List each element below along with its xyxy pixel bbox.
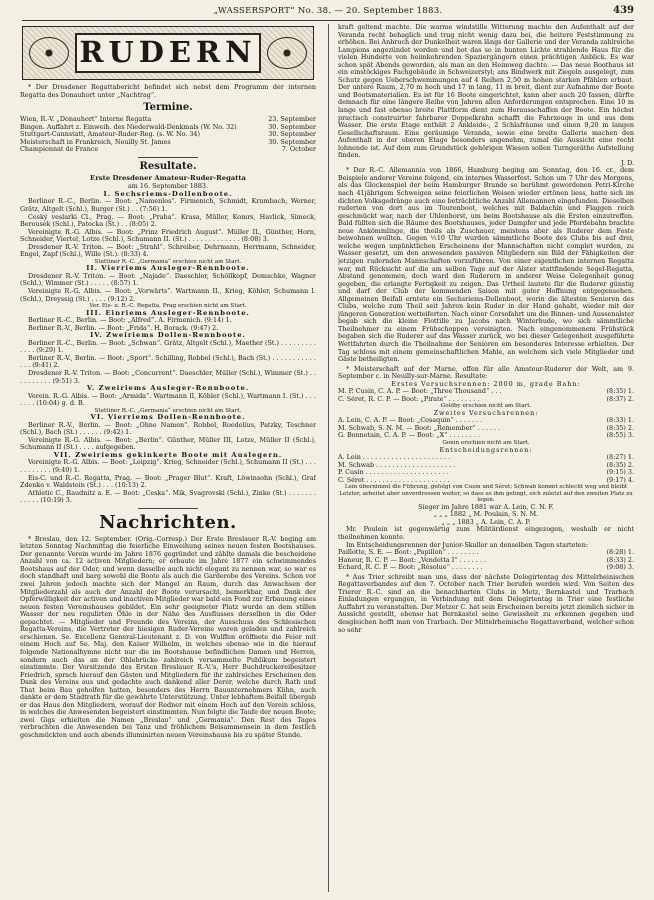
race-note: Ver. Eis- u. R.-C. Regatta, Prag erschien nicht am Start. <box>89 303 247 310</box>
termine-row: Bingen. Auffahrt z. Einweih. des Niederwald-Denkmals (W. No. 32) 30. September <box>20 122 316 131</box>
race-note: Stettiner R.-C. „Germania“ erschien nicht am Start. <box>94 407 242 414</box>
results-list <box>20 191 316 505</box>
result-line: Berliner R.-V., Berlin. — Boot: „Frida“. H. Borack. (9:47) 2. <box>28 323 219 332</box>
banner-frame <box>75 33 261 73</box>
result-subheading: Gonin erschien nicht am Start. <box>442 440 530 447</box>
result-line: Dresdener R.-V. Triton. — Boot: „Strahl“. Schreiber, Dehrmann, Herrmann, Schneider, Engel, Zapf (Schl.), Wille (St.). (8:33) 4. <box>20 242 316 259</box>
column-divider <box>328 24 329 892</box>
result-subheading: Goldby erschien nicht am Start. <box>440 403 532 410</box>
race-heading: III. Einriems Ausleger-Rennboote. <box>86 308 250 317</box>
result-row: P. Cusin . . . . . . . . . . . . . . . . . . . . . (9:15) 3. <box>338 468 634 477</box>
header-rule <box>22 20 634 21</box>
result-line: Berliner R.-V., Berlin. — Boot: „Ohne Namen“. Robbel, Roedelius, Patzky, Teschner (Schl.), Bach (St.) . . . . . . (9:42) 1. <box>20 420 316 437</box>
resultate-heading: Resultate. <box>139 160 197 172</box>
result-row: G. Bonnetain, C. A. P. — Boot: „X“ . . . . . . . . (8:55) 3. <box>338 431 634 440</box>
termine-row: Stuttgart-Cannstatt, Amateur-Ruder-Reg. (s. W. No. 34) 30. September <box>20 130 316 139</box>
result-row: Haneur, R. C. P. — Boot: „Vendetta I“ . . . . . . . (8:33) 2. <box>338 555 634 564</box>
right-column <box>338 24 634 892</box>
allemannia-article: * Der R.-C. Allemannia von 1866, Hamburg beging am Sonntag, den 16. cr., dem Beispiele anderer Vereine folgend, ein internes Wasserfest. Schon um 7 Uhr des Morgens, als das Glockenspiel der beim Hamburger Brande so berühmt gewordenen Petri-Kirche nach 41jährigem Schweigen seine feierlichen Weisen wieder ertönen liess, hatte sich im dichten Volksgedränge auch eine beträchtliche Anzahl Allemannen eingefunden. Dieselben ruderten von dort aus im Tourenboot, welches mit Baldachin und Flaggen reich geschmückt war, nach der Uhlenhorst, um beim Bootshause als die Ersten einzutreffen. Bald füllten sich die Räume des Bootshauses, jeder Dampfer und jede Pferdebahn brachte neue Ankömmlinge, die theils als Zuschauer, meistens aber als Ruderer dem Feste beiwohnen wollten. Gegen ½10 Uhr wurden sämmtliche Boote des Clubs bis auf drei, welche wegen unpünktlichen Erscheinens der Mannschaften nicht complet wurden, zu Wasser gesetzt, um den anwesenden passiven Mitgliedern ein Bild der Fähigkeiten der jetzigen rudernden Mannschaften vorzuführen. Von einer eigentlichen internen Regatta war, mit Rücksicht auf die am selben Tage auf der Alster stattfindende Segel-Regatta, Abstand genommen, doch ward den Ruderern in anderer Weise Gelegenheit genug gegeben, die erlangte Fertigkeit zu zeigen. Das Urtheil lautete für die Ruderer günstig und darf der Club der kommenden Saison mit guter Hoffnung entgegensehen. Allgemeinen Beifall erntete ein Sechsriems-Dollenboot, worin die ältesten Senioren des Clubs, welche zum Theil seit Jahren kein Ruder in der Hand gehabt, wieder mit der jüngeren Generation wetteiferten. Nach einer Corsofahrt um die Binnen- und Aussenalster begab sich die kleine Flottille zu Jacobs nach Winterhude, wo sich sämmtliche Theilnehmer zu einem Frühschoppen vereinigten. Nach eingenommenem Frühstück begaben sich die Ruderer auf das Wasser zurück, wo bei dieser Gelegenheit ausgeführte Wettfahrten durch die Theilnahme der Senioren ein besonderes Interesse erhielten. Der Tag schloss mit einem gemeinschaftlichen Mahle, an welchem sich viele Mitglieder und Gäste betheiligten. <box>338 166 634 364</box>
running-header <box>22 6 634 20</box>
race-heading: II. Vierriems Ausleger-Rennboote. <box>86 264 250 273</box>
breslau-article: * Breslau, den 12. September. (Orig.-Corresp.) Der Erste Breslauer R.-V. beging am letzten Sonntag Nachmittag die feierliche Einweihung seines neuen festen Bootshauses. Der genannte Verein wurde im Jahre 1876 gegründet und zählte damals die bescheidene Anzahl von ca. 12 activen Mitgliedern; er erbaute im Jahre 1877 ein schwimmendes Bootshaus auf der Oder, und wenn dasselbe auch nicht elegant zu nennen war, so war es doch standhaft und barg sowohl die Boote als auch die Garderobe des Vereins. Schon vor zwei Jahren jedoch machte sich der Mangel an Raum, durch das Anwachsen der Mitgliederzahl als auch der Anzahl der Boote verursacht, bemerkbar, und Dank der Opferwilligkeit der activen und inactiven Mitglieder war bald ein Fond zur Erbauung eines neuen festen Vereinshauses gebildet. Ein sehr geeigneter Platz wurde an dem stillen Wasser der neu regulirten Ohle in der Nähe des Ausflusses derselben in die Oder gepachtet. — Mitglieder und Freunde des Vereins, der Ausschuss des Schlesischen Regatta-Vereins, die Vertreter der hiesigen Ruder-Vereine waren geladen und zahlreich erschienen. Se. Excellenz General-Lieutenant z. D. von Wulffen eröffnete die Feier mit einem Hoch auf Se. Maj. den Kaiser Wilhelm, in welches ebenso wie in die hierauf folgende Nationalhymne nicht nur die im Bootshause befindlichen Damen und Herren, sondern auch das an der Ohlebrücke zahlreich versammelte Publikum begeistert einstimmte. Der Vorsitzende des Ersten Breslauer R.-V.'s, Herr Buchdruckereibesitzer Friedrich, sprach hierauf den Gästen und Mitgliedern für ihr zahlreiches Erscheinen den Dank des Vereins aus und gedachte auch dankend aller Derer, welche durch Rath und That beim Bau geholfen hatten, besonders des Herrn Bauunternehmers Kühn, auch dankte er dem Stadtrath für die gewährte Unterstützung. Unter lebhaftem Beifall übergab er das Haus den Mitgliedern, worauf der Redner mit einem Hoch auf den Verein schloss, in welches die Anwesenden begeistert einstimmten. Nun folgte die Taufe der neuen Boote; zwei Gigs erhielten die Namen „Breslau“ und „Germania“. Den Rest des Tages verbrachten die Anwesenden bei Tanz und fröhlichem Beisammensein in dem festlich geschmückten und auch abends illuminirten neuen Vereinshause bis zu später Stunde. <box>20 534 316 739</box>
result-line: Berliner R.-C., Berlin. — Boot: „Namenlos“. Firmenich, Schmidt, Krumbach, Werner, Grätz, Altgelt (Schl.), Burger (St.) . . (7:56) 1. <box>20 197 316 214</box>
ornament-right-icon <box>267 37 307 69</box>
result-line: Vereinigte R.-G. Albis. — Boot: „Berlin“. Günther, Müller III, Lotze, Müller II (Schl.), Schumann II (St.) . . . . aufgegeben. <box>20 435 316 452</box>
section-rule <box>138 508 198 509</box>
result-subheading: Erstes Versuchsrennen: 2000 m, grade Bahn: <box>391 379 581 388</box>
rudern-banner <box>22 26 314 80</box>
race-heading: I. Sechsriems-Dollenboote. <box>103 189 233 198</box>
result-row: A. Lein . . . . . . . . . . . . . . . . . . . . . . (8:27) 1. <box>338 453 634 462</box>
result-row: Echard, R. C. P. — Boot: „Résolue“ . . . . . . . . (9:08) 3. <box>338 563 634 572</box>
result-line: Dresdener R.-V. Triton. — Boot: „Najade“. Daeschler, Schöllkopf, Domschke, Wagner (Schl.), Wimmer (St.) . . . . . (8:57) 1. <box>20 271 316 288</box>
marne-note: Lein übernimmt die Führung, gefolgt von Cusin und Séret; Schwab kommt schlecht weg und bleibt Letzter, arbeitet aber unverdrossen weiter, so dass es ihm gelingt, sich zuletzt auf den zweiten Platz zu legen. <box>339 484 633 504</box>
trier-article: * Aus Trier schreibt man uns, dass der nächste Delegirtentag des Mittelrheinischen Regattaverbandes auf den 7. October nach Trier berufen werden wird. Von Seiten des Trierer R.-C. sind an die benachbarten Clubs in Metz, Bernkastel und Trarbach Einladungen ergangen, in Verbindung mit dem Delegirtentag in Trier eine festliche Auffahrt zu veranstalten. Der Metzer C. hat sein Erscheinen bereits jetzt ziemlich sicher in Aussicht gestellt, ebenso hat Bernkastel seine Gewissheit zu erkennen gegeben und desgleichen hofft man von Trarbach. Der Mittelrheinische Regattaverband, welcher schon so sehr <box>338 572 634 634</box>
section-rule <box>138 157 198 158</box>
regatta-title: Erste Dresdener Amateur-Ruder-Regatta <box>90 173 246 182</box>
result-line: Vereinigte R.-G. Albis. — Boot: „Leipzig“. Krieg, Schneider (Schl.), Schumann II (St.) . . . . . . . . . . . (9:49) 1. <box>20 458 316 475</box>
result-line: Vereinigte R.-G. Albis. — Boot: „Prinz Friedrich August“. Müller II., Günther, Horn, Schneider, Viertel, Lotze (Schl.), Schumann II. (St.) . . . . . . . . . . . . . (8:08) 3. <box>20 227 316 244</box>
race-note: Stettiner R.-C. „Germania“ erschien nicht am Start. <box>94 258 242 265</box>
termine-heading: Termine. <box>143 102 193 114</box>
result-line: Berliner R.-C., Berlin. — Boot: „Schwan“. Grätz, Altgelt (Schl.), Maether (St.) . . . . . . . . . . . . . (9:29) 1. <box>20 338 316 355</box>
result-line: Ceský veslarki Cl., Prag. — Boot: „Praha“. Krasa, Müller, Komrs, Havlick, Simeck, Berousek (Schl.), Patocka (St.) . . (8:05) 2. <box>20 212 316 229</box>
termine-list <box>20 116 316 154</box>
result-row: A. Lein, C. A. P. — Boot: „Cosaquin“ . . . . . . . (8:33) 1. <box>338 416 634 425</box>
result-line: Vereinigte R.-G. Albis. — Boot: „Vorwärts“. Wartmann II., Krieg, Köhler, Schumann I. (Schl.), Dreyssig (St.) . . . . (9:12) 2. <box>20 286 316 303</box>
race-heading: VI. Vierriems Dollen-Rennboote. <box>90 413 246 422</box>
result-subheading: Entscheidungsrennen: <box>439 445 533 454</box>
race-heading: IV. Zweiriems Dollen-Rennboote. <box>90 331 246 340</box>
result-subheading: Zweites Versuchsrennen: <box>433 408 539 417</box>
result-row: Paillotte, S. E. — Boot: „Papillon“ . . . . . . . . (8:28) 1. <box>338 548 634 557</box>
poulein-note: Mr. Poulein ist gegenwärtig zum Militärdienst eingezogen, weshalb er nicht theilnehmen konnte. <box>338 525 634 541</box>
running-title: „WASSERSPORT“ No. 38. — 20. September 1883. <box>213 6 443 16</box>
continued-article: kraft geltend machte. Die warme windstille Witterung machte den Aufenthalt auf der Veranda recht behaglich und trug nicht wenig dazu bei, die heitere Feststimmung zu erhöhen. Bei Anbruch der Dunkelheit waren längs der Gallerie und der Veranda zahlreiche Lampions angezündet worden und bot das so in bunten Lichte strahlende Haus für die vielen Hunderte von heimkehrenden Spaziergängern einen prächtigen Anblick. Es war schon spät Abends geworden, als man an den Heimweg dachte. — Das neue Boothaus ist ein einstöckiges Fachgebäude in Schweizerstyl; ans Bindwerk mit Ziegeln ausgelegt, zum Schutz gegen Ueberschwemmungen auf 4 Reihen 2,50 m hohen starken Pfählen erbaut. Der untere Raum, 2,70 m hoch und 17 m lang, 11 m breit, dient zur Aufnahme der Boote und Bootsmaterialien. Es ist für 16 Boote eingerichtet, kann aber auch 20 fassen, dürfte demnach für eine längere Reihe von Jahren allen Anforderungen entsprechen. Eine 10 m lange und fast ebenso breite Plattform dient zum Herausschaffen der Boote. Ein höchst practisch construirter fahrbarer Doppelkrahn schafft die Fahrzeuge in und aus dem Wasser. Die erste Etage enthält 2 Ankleide-, 2 Schlafräume und einen 9,20 m langen Gesellschaftsraum. Eine geräumige Veranda, sowie eine breite Gallerie machen den Aufenthalt in der oberen Etage besonders angenehm, zumal die Aussicht eine recht lohnende ist. Auf dem zum Grundstück gehörigen Wiesen sollen Turngeräthe Aufstellung finden. <box>338 24 634 160</box>
junior-intro: Im Entscheidungsrennen der Junior-Skuller an denselben Tagen starteten: <box>346 540 588 549</box>
race-heading: VII. Zweiriems gekinkerte Boote mit Auslegern. <box>53 450 283 459</box>
result-row: M. Schwab . . . . . . . . . . . . . . . . . . . . (8:35) 2. <box>338 460 634 469</box>
marne-intro: * Meisterschaft auf der Marne, offen für alle Amateur-Ruderer der Welt, am 9. September c. in Neuilly-sur-Marne. Resultate: <box>338 364 634 381</box>
ornament-left-icon <box>29 37 69 69</box>
result-line: Berliner R.-C., Berlin. — Boot: „Alfred“. A. Firmenich. (9:14) 1. <box>28 316 232 325</box>
result-line: Dresdener R.-V. Triton. — Boot: „Concurrent“. Daeschler, Müller (Schl.), Wimmer (St.) . . . . . . . . . . (9:51) 3. <box>20 368 316 385</box>
sieger-list: Sieger im Jahre 1881 war A. Lein, C. N. F. „ „ „ 1882 „ M. Poulain, S. N. M. „ „ „ 1883 „ A. Lein, C. A. P. <box>418 502 554 526</box>
result-line: Athletic C., Raudnitz a. E. — Boot: „Ceska“. Mik, Svagrovski (Schl.), Zinke (St.) . . . . . . . . . . . . (10:19) 3. <box>20 488 316 505</box>
race-heading: V. Zweiriems Ausleger-Rennboote. <box>86 384 250 393</box>
article-signature: J. D. <box>620 158 634 167</box>
nachrichten-heading: Nachrichten. <box>99 511 237 533</box>
intro-note: * Der Dresdener Regattabericht befindet sich nebst dem Programm der internen Regatta des Donauhort unter „Nachtrag“. <box>20 83 316 99</box>
marne-results <box>338 381 634 485</box>
result-line: Eis-C. und R.-C. Regatta, Prag. — Boot: „Prager Blut“. Kraft, Löwinsohn (Schl.), Graf Zdenko v. Waldstein (St.) . . . (10:13) 2. <box>20 473 316 490</box>
result-row: M. P. Cusin, C. A. P. — Boot: „Three Thousand“ . . . (8:35) 1. <box>338 387 634 396</box>
junior-results <box>338 549 634 572</box>
banner-word: RUDERN <box>79 35 257 70</box>
result-row: M. Schwab, S. N. M. — Boot: „Remember“ . . . . . . (8:35) 2. <box>338 423 634 432</box>
page-number: 439 <box>613 5 634 16</box>
left-column <box>20 24 316 892</box>
result-row: C. Séret, R. C. P. — Boot: „Pirate“ . . . . . . . . (8:37) 2. <box>338 394 634 403</box>
result-row: C. Séret . . . . . . . . . . . . . . . . . . . . . (9:17) 4. <box>338 475 634 484</box>
termine-row: Meisterschaft in Frankreich, Neuilly St. James 30. September <box>20 137 316 146</box>
termine-row: Wien, R.-V. „Donauhort“ Interne Regatta 23. September <box>20 115 316 124</box>
termine-row: Championnat de France 7. October <box>20 145 316 154</box>
regatta-date: am 16. September 1883. <box>127 182 208 191</box>
result-line: Verein. R.-G. Albis. — Boot: „Armida“. Wartmann II, Köhler (Schl.), Wartmann I. (St.) . . . . . . . (10:04) g. d. B. <box>20 391 316 408</box>
result-line: Berliner R.-V., Berlin. — Boot: „Sport“. Schilling, Robbel (Schl.), Bach (St.) . . . . . . . . . . . . . . (9:41) 2. <box>20 353 316 370</box>
